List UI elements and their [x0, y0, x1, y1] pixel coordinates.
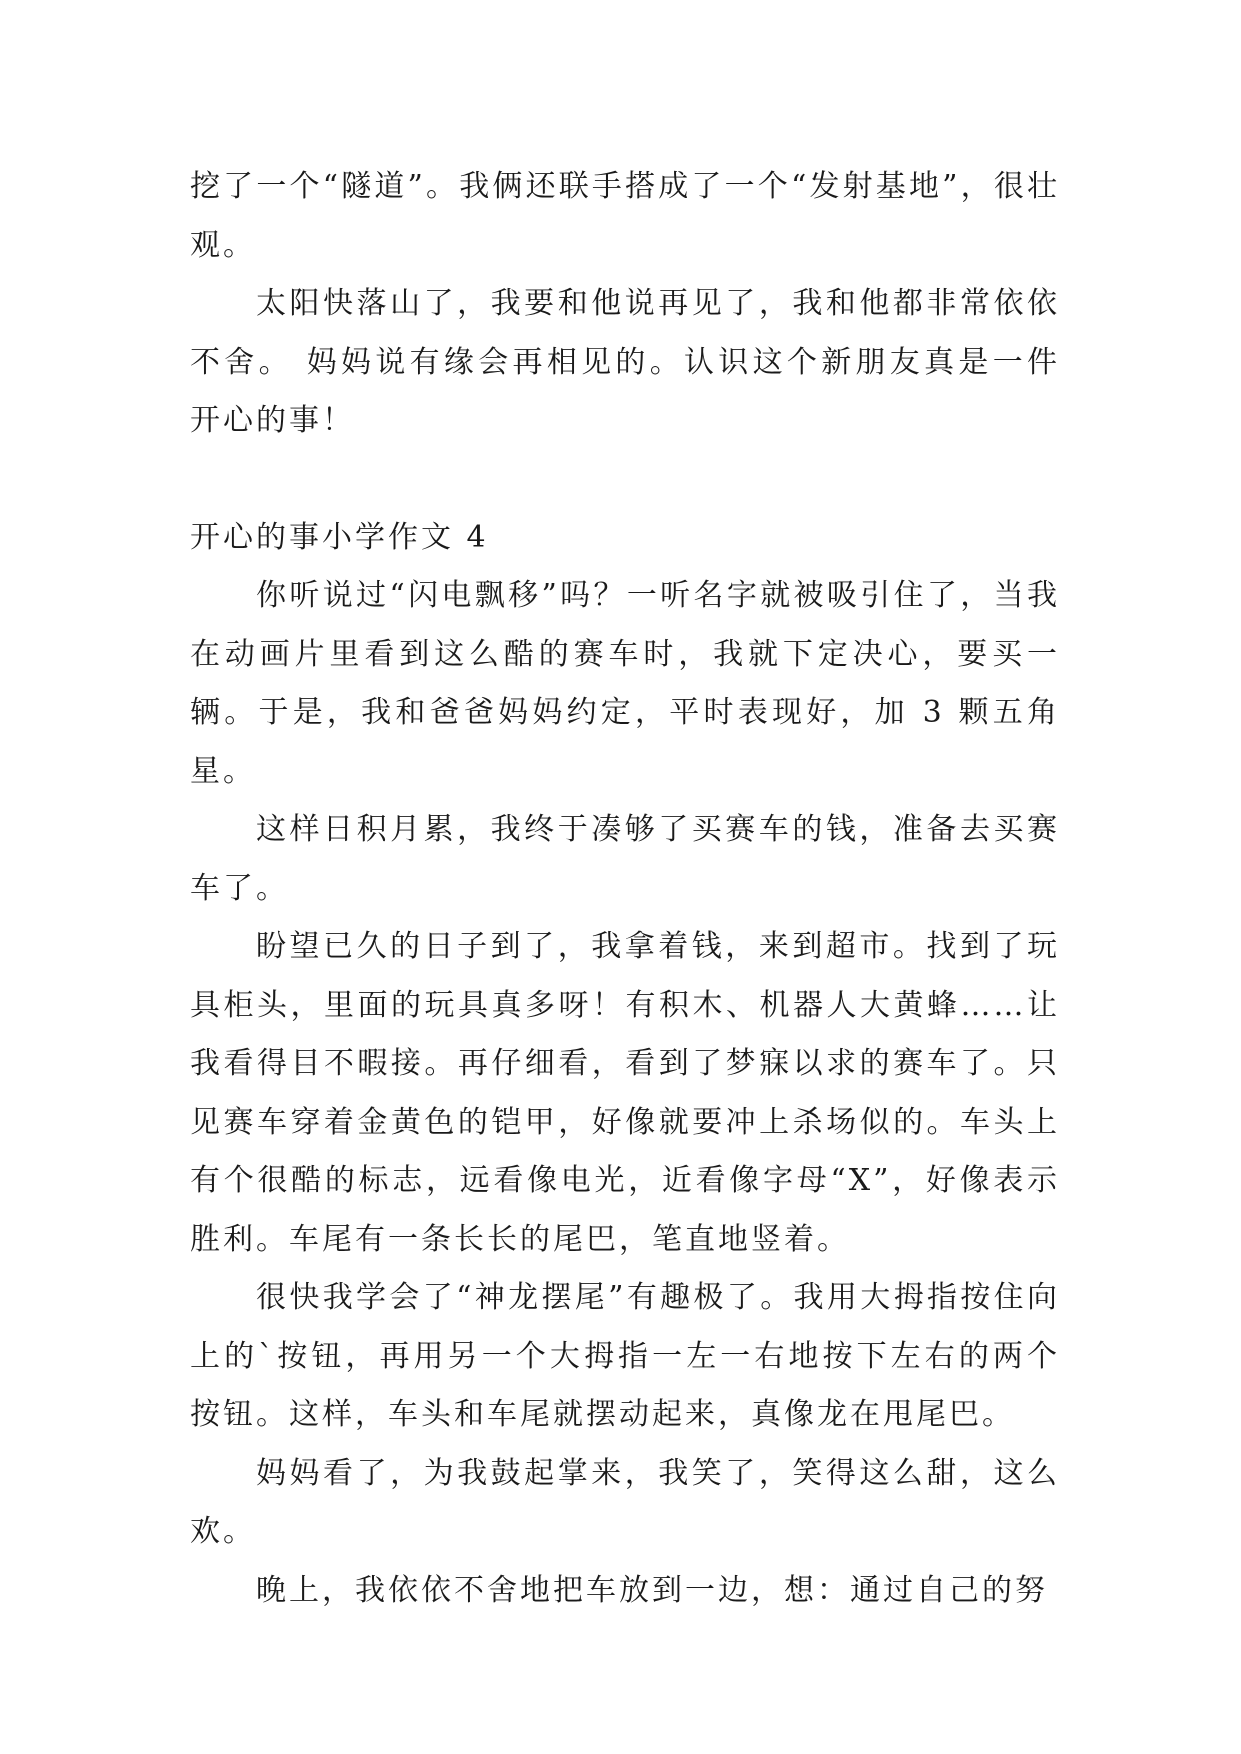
section-title: 开心的事小学作文 4 [190, 519, 489, 555]
section-gap [190, 451, 1060, 509]
paragraph: 你听说过“闪电飘移”吗？一听名字就被吸引住了，当我在动画片里看到这么酷的赛车时，我就下定决心，要买一辆。于是，我和爸爸妈妈约定，平时表现好，加 3 颗五角星。 [190, 578, 1060, 789]
paragraph-continued: 挖了一个“隧道”。我俩还联手搭成了一个“发射基地”，很壮观。 [190, 169, 1060, 263]
paragraph: 很快我学会了“神龙摆尾”有趣极了。我用大拇指按住向上的`按钮，再用另一个大拇指一左一右地按下左右的两个按钮。这样，车头和车尾就摆动起来，真像龙在甩尾巴。 [190, 1280, 1060, 1432]
paragraph: 妈妈看了，为我鼓起掌来，我笑了，笑得这么甜，这么欢。 [190, 1455, 1060, 1549]
document-body [190, 158, 1060, 1620]
paragraph: 晚上，我依依不舍地把车放到一边，想：通过自己的努 [256, 1572, 1048, 1608]
paragraph: 这样日积月累，我终于凑够了买赛车的钱，准备去买赛车了。 [190, 812, 1060, 906]
paragraph: 盼望已久的日子到了，我拿着钱，来到超市。找到了玩具柜头，里面的玩具真多呀！有积木、机器人大黄蜂……让我看得目不暇接。再仔细看，看到了梦寐以求的赛车了。只见赛车穿着金黄色的铠甲，好像就要冲上杀场似的。车头上有个很酷的标志，远看像电光，近看像字母“X”，好像表示胜利。车尾有一条长长的尾巴，笔直地竖着。 [190, 929, 1060, 1257]
paragraph-farewell: 太阳快落山了，我要和他说再见了，我和他都非常依依不舍。 妈妈说有缘会再相见的。认识这个新朋友真是一件开心的事！ [190, 286, 1060, 438]
